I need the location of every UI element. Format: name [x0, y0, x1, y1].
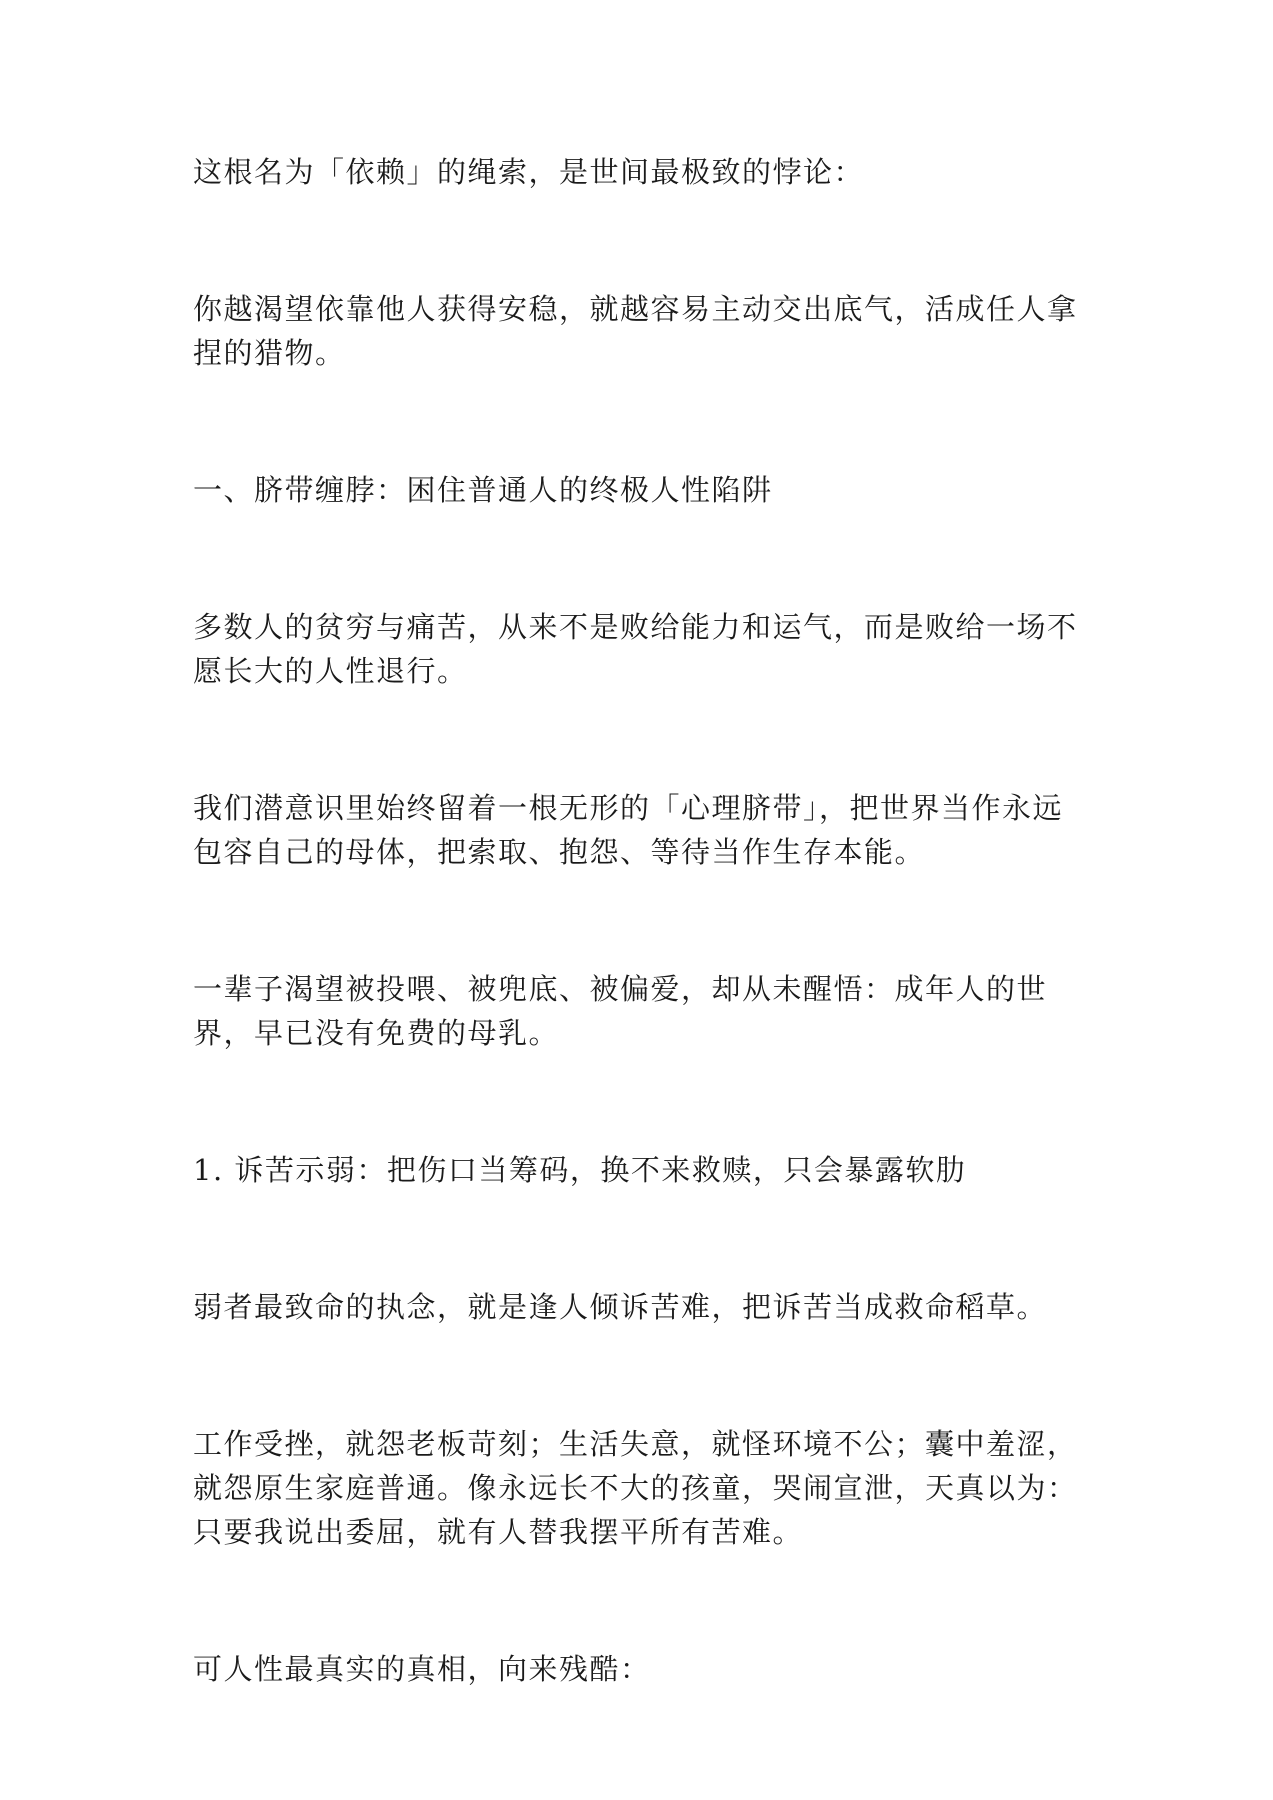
paragraph-adult-world: 一辈子渴望被投喂、被兜底、被偏爱，却从未醒悟：成年人的世界，早已没有免费的母乳。: [193, 972, 1048, 1050]
paragraph-truth: 可人性最真实的真相，向来残酷：: [193, 1652, 651, 1686]
paragraph-complaints: 工作受挫，就怨老板苛刻；生活失意，就怪环境不公；囊中羞涩，就怨原生家庭普通。像永远长不大的孩童，哭闹宣泄，天真以为：只要我说出委屈，就有人替我摆平所有苦难。: [193, 1427, 1078, 1549]
paragraph-intro: 这根名为「依赖」的绳索，是世间最极致的悖论：: [193, 155, 865, 189]
paragraph-umbilical-cord: 我们潜意识里始终留着一根无形的「心理脐带」，把世界当作永远包容自己的母体，把索取、抱怨、等待当作生存本能。: [193, 791, 1064, 869]
section-heading-1: 一、脐带缠脖：困住普通人的终极人性陷阱: [193, 473, 773, 507]
document-body: [193, 150, 1093, 1691]
paragraph-dependence: 你越渴望依靠他人获得安稳，就越容易主动交出底气，活成任人拿捏的猎物。: [193, 292, 1078, 370]
paragraph-poverty: 多数人的贫穷与痛苦，从来不是败给能力和运气，而是败给一场不愿长大的人性退行。: [193, 610, 1078, 688]
paragraph-weakness: 弱者最致命的执念，就是逢人倾诉苦难，把诉苦当成救命稻草。: [193, 1290, 1048, 1324]
subsection-heading-1: 1. 诉苦示弱：把伤口当筹码，换不来救赎，只会暴露软肋: [193, 1153, 967, 1187]
